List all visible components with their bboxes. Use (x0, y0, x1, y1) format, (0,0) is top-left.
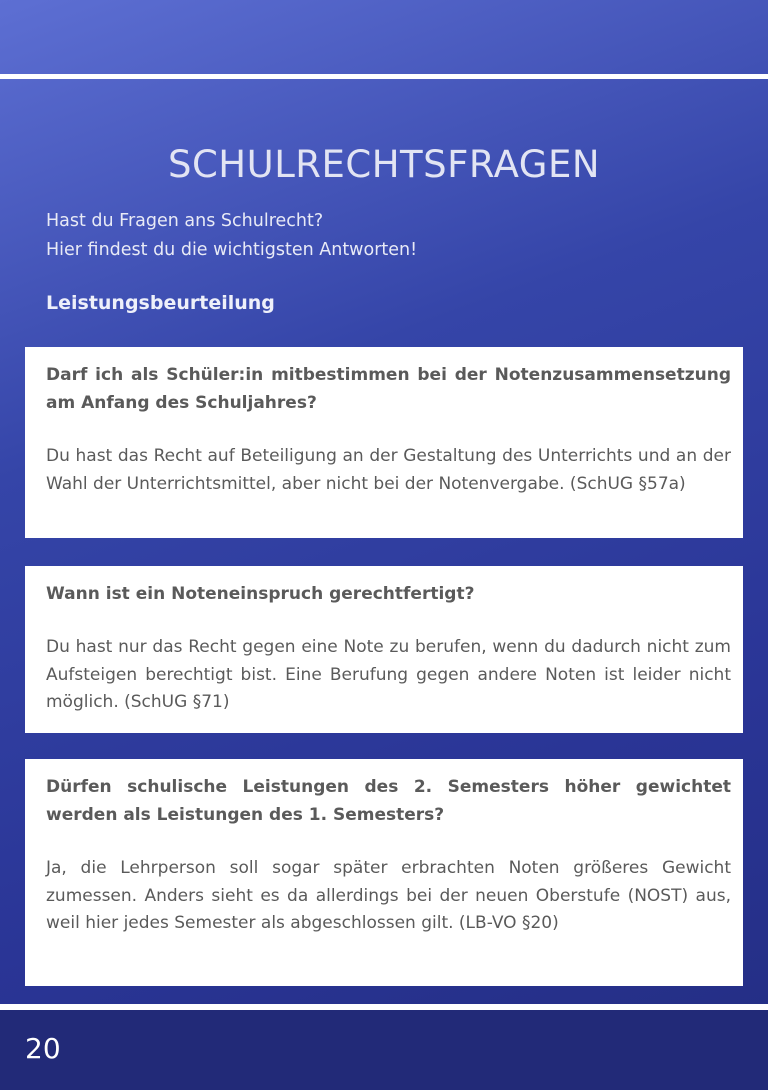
faq-answer: Du hast nur das Recht gegen eine Note zu berufen, wenn du dadurch nicht zum Aufsteigen berechtigt bist. Eine Berufung gegen andere Noten ist leider nicht möglich. (SchUG §71) (46, 637, 731, 712)
faq-question: Wann ist ein Noteneinspruch gerechtfertigt? (46, 584, 475, 604)
intro-line-2: Hier findest du die wichtigsten Antworten! (46, 240, 418, 260)
faq-answer: Du hast das Recht auf Beteiligung an der Gestaltung des Unterrichts und an der Wahl der Unterrichtsmittel, aber nicht bei der Notenvergabe. (SchUG §57a) (46, 446, 731, 494)
faq-question: Darf ich als Schüler:in mitbestimmen bei der Notenzusammensetzung am Anfang des Schuljahres? (46, 365, 731, 413)
faq-card (25, 347, 743, 538)
faq-card (25, 759, 743, 986)
page-number: 20 (25, 1032, 61, 1065)
page-title: SCHULRECHTSFRAGEN (167, 142, 601, 186)
intro-text (46, 207, 417, 265)
section-heading: Leistungsbeurteilung (46, 292, 275, 314)
faq-answer: Ja, die Lehrperson soll sogar später erbrachten Noten größeres Gewicht zumessen. Anders sieht es da allerdings bei der neuen Oberstufe (NOST) aus, weil hier jedes Semester als abgeschlossen gilt. (LB-VO §20) (46, 858, 731, 933)
intro-line-1: Hast du Fragen ans Schulrecht? (46, 211, 324, 231)
faq-question: Dürfen schulische Leistungen des 2. Semesters höher gewichtet werden als Leistungen des 1. Semesters? (46, 777, 731, 825)
faq-card (25, 566, 743, 733)
top-divider (0, 74, 768, 79)
footer (0, 1010, 768, 1090)
